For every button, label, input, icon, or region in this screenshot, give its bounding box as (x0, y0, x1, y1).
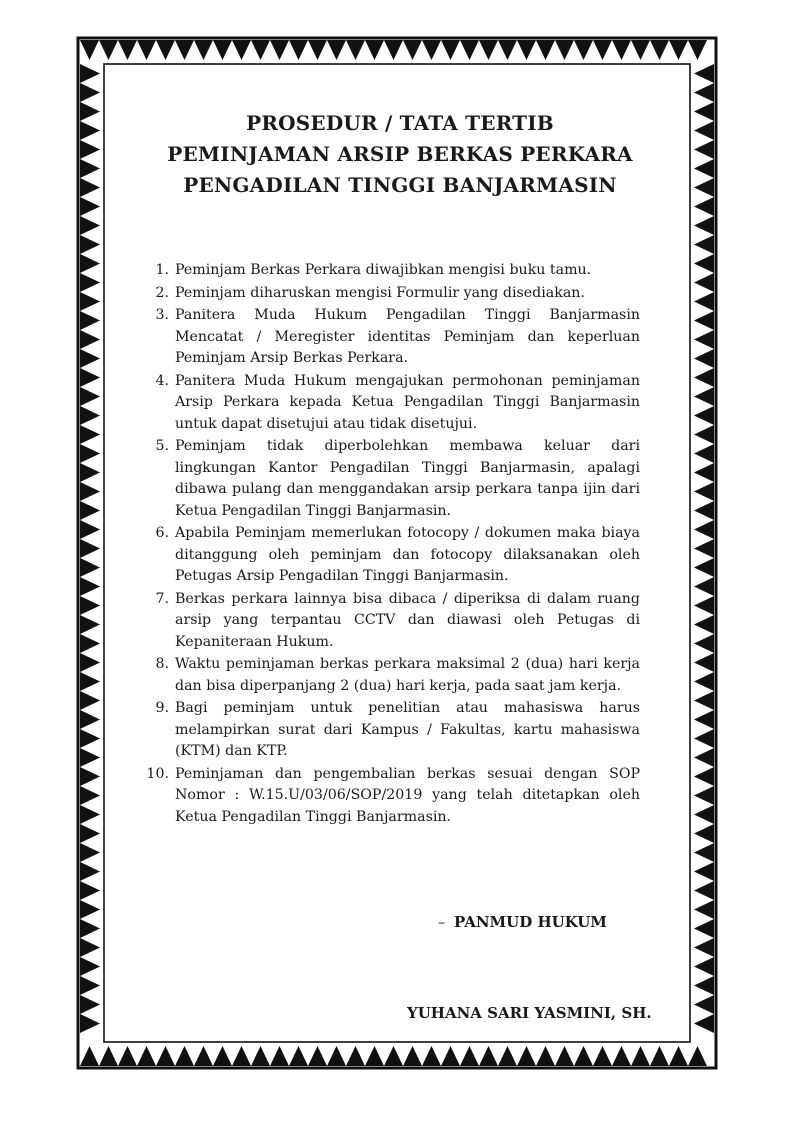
border-triangle (422, 1046, 441, 1066)
border-triangle (80, 178, 100, 197)
border-triangle (80, 311, 100, 330)
border-triangle (80, 767, 100, 786)
border-triangle (194, 40, 213, 60)
border-triangle (118, 40, 137, 60)
item-number: 3. (155, 307, 169, 323)
border-triangle (80, 976, 100, 995)
border-triangle (694, 672, 714, 691)
border-triangle (251, 40, 270, 60)
item-number: 8. (155, 656, 169, 672)
border-triangle (80, 824, 100, 843)
item-text: Bagi peminjam untuk penelitian atau mahasiswa harus melampirkan surat dari Kampus / Fakultas, kartu mahasiswa (KTM) dan KTP. (175, 700, 640, 759)
item-number: 2. (155, 284, 169, 301)
border-triangle (694, 558, 714, 577)
border-triangle (80, 463, 100, 482)
border-triangle (694, 330, 714, 349)
border-triangle (80, 691, 100, 710)
signature-name: YUHANA SARI YASMINI, SH. (407, 1004, 652, 1022)
border-triangle (694, 501, 714, 520)
border-triangle (384, 1046, 403, 1066)
border-triangle (612, 1046, 631, 1066)
border-triangle (694, 767, 714, 786)
border-triangle (631, 40, 650, 60)
border-triangle (80, 482, 100, 501)
border-triangle (694, 729, 714, 748)
list-item (140, 698, 640, 763)
border-triangle (80, 520, 100, 539)
border-triangle (460, 40, 479, 60)
border-triangle (232, 40, 251, 60)
border-triangle (694, 520, 714, 539)
border-triangle (694, 178, 714, 197)
border-triangle (346, 40, 365, 60)
border-triangle (694, 786, 714, 805)
item-number: 4. (155, 372, 169, 389)
border-triangle (555, 1046, 574, 1066)
list-item (140, 436, 640, 522)
border-triangle (80, 368, 100, 387)
list-item (140, 305, 640, 370)
border-triangle (80, 539, 100, 558)
border-triangle (80, 919, 100, 938)
border-triangle (80, 387, 100, 406)
border-triangle (80, 843, 100, 862)
border-triangle (422, 40, 441, 60)
border-triangle (289, 40, 308, 60)
border-triangle (593, 1046, 612, 1066)
border-triangle (327, 1046, 346, 1066)
border-triangle (80, 957, 100, 976)
border-triangle (694, 311, 714, 330)
border-triangle (694, 653, 714, 672)
border-triangle (80, 748, 100, 767)
border-triangle (694, 1014, 714, 1033)
border-triangle (574, 40, 593, 60)
item-text: Peminjam tidak diperbolehkan membawa keluar dari lingkungan Kantor Pengadilan Tinggi Banjarmasin, apalagi dibawa pulang dan menggandakan arsip perkara tanpa ijin dari Ketua Pengadilan Tinggi Banjarmasin. (175, 438, 640, 519)
border-triangle (694, 368, 714, 387)
border-triangle (80, 577, 100, 596)
border-triangle (694, 577, 714, 596)
list-item (140, 523, 640, 588)
border-triangle (593, 40, 612, 60)
border-triangle (479, 1046, 498, 1066)
border-triangle (80, 786, 100, 805)
item-text: Peminjaman dan pengembalian berkas sesuai dengan SOP Nomor : W.15.U/03/06/SOP/2019 yang telah ditetapkan oleh Ketua Pengadilan Tinggi Banjarmasin. (175, 765, 640, 825)
border-triangle (80, 444, 100, 463)
border-triangle (156, 1046, 175, 1066)
border-triangle (80, 235, 100, 254)
border-triangle (308, 1046, 327, 1066)
border-triangle (137, 1046, 156, 1066)
border-triangle (517, 40, 536, 60)
border-triangle (346, 1046, 365, 1066)
border-triangle (80, 938, 100, 957)
border-triangle (118, 1046, 137, 1066)
border-triangle (694, 292, 714, 311)
border-triangle (694, 805, 714, 824)
item-text: Berkas perkara lainnya bisa dibaca / diperiksa di dalam ruang arsip yang terpantau CCTV dan diawasi oleh Petugas di Kepaniteraan Hukum. (175, 590, 640, 650)
item-text: Panitera Muda Hukum mengajukan permohonan peminjaman Arsip Perkara kepada Ketua Pengadilan Tinggi Banjarmasin untuk dapat disetujui atau tidak disetujui. (175, 372, 640, 432)
signature-role: PANMUD HUKUM (454, 913, 607, 931)
border-triangle (694, 691, 714, 710)
border-triangle (80, 406, 100, 425)
border-triangle (99, 40, 118, 60)
border-triangle (694, 159, 714, 178)
list-item (140, 764, 640, 829)
procedure-list (140, 260, 640, 829)
item-text: Apabila Peminjam memerlukan fotocopy / dokumen maka biaya ditanggung oleh peminjam dan fotocopy dilaksanakan oleh Petugas Arsip Pengadilan Tinggi Banjarmasin. (175, 525, 640, 584)
border-triangle (251, 1046, 270, 1066)
border-triangle (80, 995, 100, 1014)
border-triangle (99, 1046, 118, 1066)
border-triangle (694, 121, 714, 140)
border-triangle (694, 748, 714, 767)
border-triangle (498, 1046, 517, 1066)
border-triangle (289, 1046, 308, 1066)
border-triangle (80, 558, 100, 577)
border-triangle (80, 862, 100, 881)
border-triangle (694, 843, 714, 862)
border-triangle (80, 1014, 100, 1033)
border-triangle (308, 40, 327, 60)
border-triangle (80, 197, 100, 216)
border-triangle (694, 349, 714, 368)
border-triangle (694, 216, 714, 235)
border-triangle (80, 710, 100, 729)
border-triangle (80, 121, 100, 140)
border-triangle (694, 634, 714, 653)
border-triangle (80, 40, 99, 60)
title-line-3: PENGADILAN TINGGI BANJARMASIN (183, 173, 617, 197)
document-body (140, 108, 660, 1048)
item-number: 1. (155, 262, 169, 278)
border-triangle (137, 40, 156, 60)
border-triangle (384, 40, 403, 60)
border-triangle (536, 40, 555, 60)
border-triangle (80, 1046, 99, 1066)
border-triangle (694, 862, 714, 881)
item-text: Peminjam diharuskan mengisi Formulir yang disediakan. (175, 284, 585, 301)
border-triangle (694, 976, 714, 995)
border-triangle (694, 64, 714, 83)
list-item (140, 589, 640, 654)
border-triangle (80, 216, 100, 235)
border-triangle (403, 1046, 422, 1066)
border-triangle (555, 40, 574, 60)
border-triangle (688, 1046, 707, 1066)
border-triangle (327, 40, 346, 60)
border-triangle (80, 653, 100, 672)
border-triangle (694, 463, 714, 482)
border-triangle (156, 40, 175, 60)
item-number: 7. (155, 590, 169, 607)
border-triangle (694, 235, 714, 254)
border-triangle (694, 102, 714, 121)
list-item (140, 654, 640, 697)
item-number: 6. (155, 525, 169, 541)
border-triangle (403, 40, 422, 60)
title-line-1: PROSEDUR / TATA TERTIB (246, 111, 554, 135)
border-triangle (270, 40, 289, 60)
border-triangle (80, 900, 100, 919)
border-triangle (694, 273, 714, 292)
border-triangle (365, 1046, 384, 1066)
border-triangle (80, 672, 100, 691)
border-triangle (175, 40, 194, 60)
border-triangle (694, 539, 714, 558)
border-triangle (694, 824, 714, 843)
border-triangle (688, 40, 707, 60)
border-triangle (80, 254, 100, 273)
border-triangle (612, 40, 631, 60)
border-triangle (80, 273, 100, 292)
border-triangle (175, 1046, 194, 1066)
border-triangle (694, 406, 714, 425)
border-triangle (194, 1046, 213, 1066)
border-triangle (460, 1046, 479, 1066)
border-triangle (80, 159, 100, 178)
border-triangle (80, 501, 100, 520)
border-triangle (694, 425, 714, 444)
border-triangle (694, 596, 714, 615)
border-triangle (80, 330, 100, 349)
border-triangle (694, 710, 714, 729)
border-triangle (80, 805, 100, 824)
border-triangle (574, 1046, 593, 1066)
item-text: Peminjam Berkas Perkara diwajibkan mengisi buku tamu. (175, 262, 592, 278)
item-text: Panitera Muda Hukum Pengadilan Tinggi Banjarmasin Mencatat / Meregister identitas Peminjam dan keperluan Peminjam Arsip Berkas Perkara. (175, 307, 640, 366)
border-triangle (631, 1046, 650, 1066)
border-triangle (694, 387, 714, 406)
border-triangle (80, 596, 100, 615)
border-triangle (80, 102, 100, 121)
signature-dash: – (438, 915, 445, 931)
border-triangle (498, 40, 517, 60)
border-triangle (80, 425, 100, 444)
border-triangle (694, 881, 714, 900)
border-triangle (80, 881, 100, 900)
border-triangle (441, 40, 460, 60)
border-triangle (694, 957, 714, 976)
border-triangle (694, 615, 714, 634)
border-triangle (694, 140, 714, 159)
border-triangle (536, 1046, 555, 1066)
border-triangle (80, 615, 100, 634)
border-triangle (80, 64, 100, 83)
item-number: 5. (155, 438, 169, 454)
border-triangle (80, 634, 100, 653)
item-text: Waktu peminjaman berkas perkara maksimal 2 (dua) hari kerja dan bisa diperpanjang 2 (dua) hari kerja, pada saat jam kerja. (175, 656, 640, 694)
border-triangle (80, 83, 100, 102)
border-triangle (80, 292, 100, 311)
border-triangle (650, 40, 669, 60)
border-triangle (694, 254, 714, 273)
border-triangle (80, 729, 100, 748)
title-line-2: PEMINJAMAN ARSIP BERKAS PERKARA (167, 142, 633, 166)
border-triangle (694, 900, 714, 919)
border-triangle (694, 938, 714, 957)
border-triangle (479, 40, 498, 60)
border-triangle (694, 444, 714, 463)
border-triangle (213, 1046, 232, 1066)
border-triangle (694, 482, 714, 501)
border-triangle (213, 40, 232, 60)
border-triangle (517, 1046, 536, 1066)
border-triangle (669, 40, 688, 60)
border-triangle (694, 919, 714, 938)
border-triangle (80, 349, 100, 368)
border-triangle (441, 1046, 460, 1066)
list-item (140, 371, 640, 436)
border-triangle (694, 995, 714, 1014)
item-number: 9. (155, 700, 169, 716)
border-triangle (669, 1046, 688, 1066)
list-item (140, 260, 640, 282)
border-triangle (694, 83, 714, 102)
border-triangle (694, 197, 714, 216)
document-title (140, 108, 660, 201)
border-triangle (270, 1046, 289, 1066)
border-triangle (365, 40, 384, 60)
list-item (140, 283, 640, 305)
item-number: 10. (146, 765, 169, 782)
border-triangle (80, 140, 100, 159)
border-triangle (232, 1046, 251, 1066)
border-triangle (650, 1046, 669, 1066)
